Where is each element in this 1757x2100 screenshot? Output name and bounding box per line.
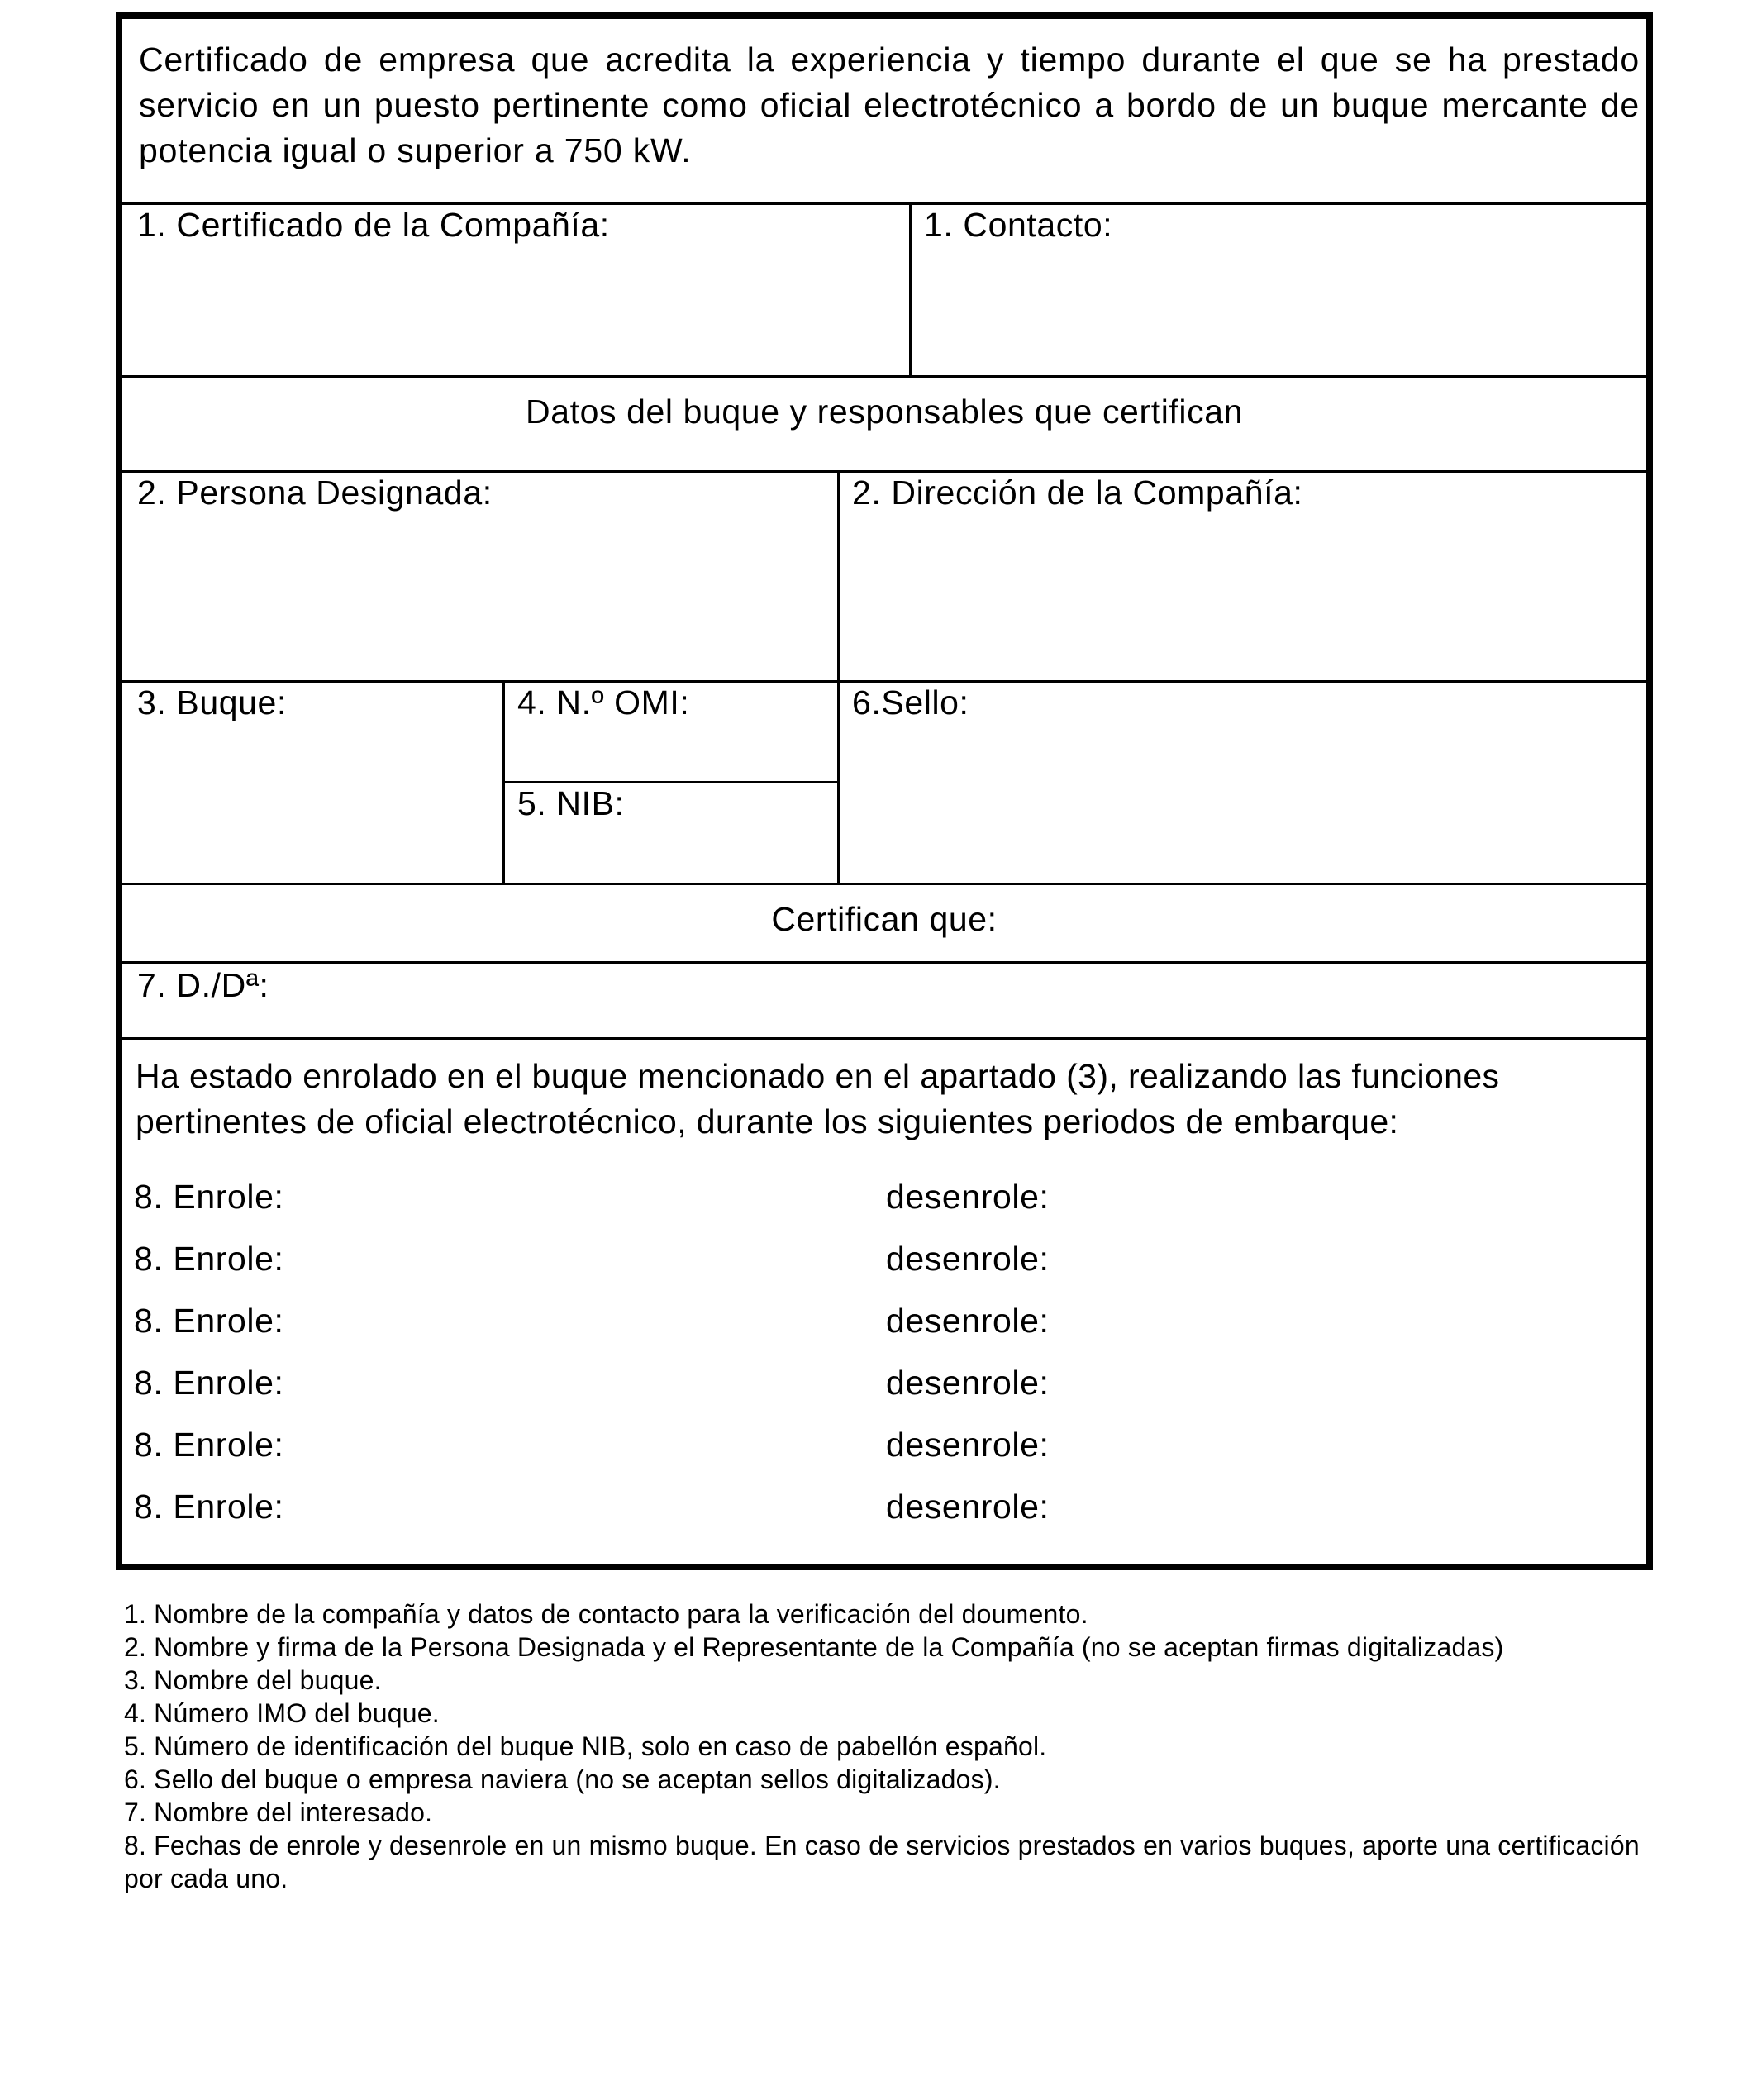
enrole-label: 8. Enrole: (134, 1364, 284, 1402)
desenrole-label: desenrole: (886, 1426, 1050, 1464)
enrole-label: 8. Enrole: (134, 1240, 284, 1278)
footnotes (124, 1598, 1661, 1895)
footnote: 4. Número IMO del buque. (124, 1698, 440, 1728)
holder-label: 7. D./Dª: (137, 966, 269, 1004)
company-management-label: 2. Dirección de la Compañía: (852, 474, 1303, 512)
footnote: 7. Nombre del interesado. (124, 1798, 433, 1827)
footnote: 8. Fechas de enrole y desenrole en un mismo buque. En caso de servicios prestados en varios buques, aporte una certificación por cada uno. (124, 1831, 1640, 1893)
divider (122, 961, 1646, 964)
enrole-label: 8. Enrole: (134, 1488, 284, 1526)
desenrole-label: desenrole: (886, 1178, 1050, 1216)
footnote: 1. Nombre de la compañía y datos de contacto para la verificación del doumento. (124, 1599, 1088, 1629)
footnote: 6. Sello del buque o empresa naviera (no se aceptan sellos digitalizados). (124, 1764, 1001, 1794)
company-certificate-label: 1. Certificado de la Compañía: (137, 206, 610, 244)
ship-data-heading: Datos del buque y responsables que certifican (525, 393, 1244, 431)
nib-label: 5. NIB: (517, 784, 625, 822)
seal-label: 6.Sello: (852, 683, 969, 721)
form-intro: Certificado de empresa que acredita la experiencia y tiempo durante el que se ha prestado servicio en un puesto pertinente como oficial electrotécnico a bordo de un buque mercante de potencia igual o superior a 750 kW. (139, 40, 1640, 169)
divider (837, 470, 840, 883)
desenrole-label: desenrole: (886, 1364, 1050, 1402)
enrole-label: 8. Enrole: (134, 1426, 284, 1464)
imo-number-label: 4. N.º OMI: (517, 683, 690, 721)
divider (909, 202, 912, 375)
divider (122, 883, 1646, 885)
divider (502, 680, 505, 883)
footnote: 2. Nombre y firma de la Persona Designada y el Representante de la Compañía (no se aceptan firmas digitalizadas) (124, 1632, 1504, 1662)
divider (122, 375, 1646, 378)
desenrole-label: desenrole: (886, 1302, 1050, 1340)
ship-label: 3. Buque: (137, 683, 287, 721)
enrole-label: 8. Enrole: (134, 1178, 284, 1216)
desenrole-label: desenrole: (886, 1488, 1050, 1526)
service-statement: Ha estado enrolado en el buque mencionado en el apartado (3), realizando las funciones pertinentes de oficial electrotécnico, durante los siguientes periodos de embarque: (136, 1057, 1500, 1140)
footnote: 3. Nombre del buque. (124, 1665, 382, 1695)
certificate-form (116, 12, 1653, 1570)
footnote: 5. Número de identificación del buque NIB, solo en caso de pabellón español. (124, 1731, 1047, 1761)
desenrole-label: desenrole: (886, 1240, 1050, 1278)
certify-heading: Certifican que: (771, 900, 998, 938)
contact-label: 1. Contacto: (924, 206, 1113, 244)
designated-person-label: 2. Persona Designada: (137, 474, 493, 512)
divider (122, 1037, 1646, 1040)
enrole-label: 8. Enrole: (134, 1302, 284, 1340)
